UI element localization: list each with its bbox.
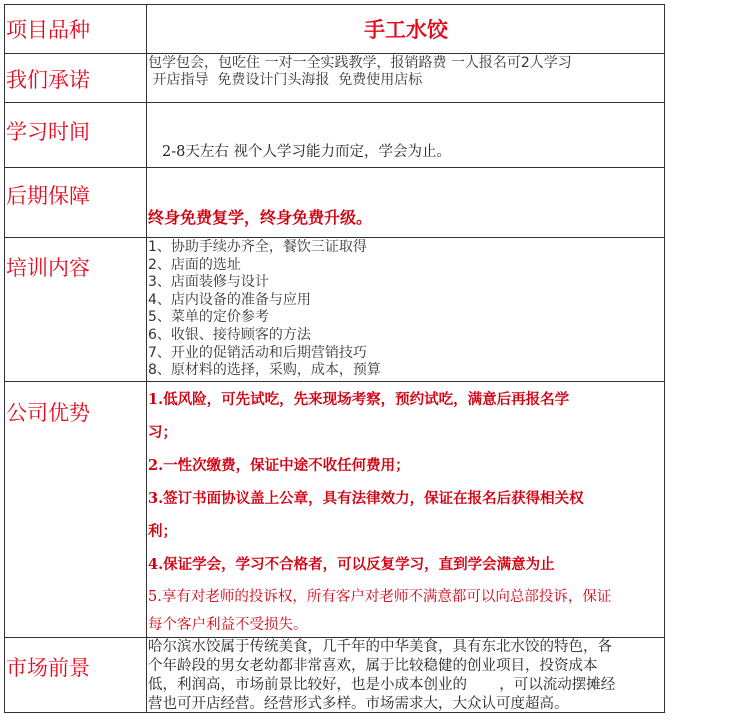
market-line: 个年龄段的男女老幼都非常喜欢，属于比较稳健的创业项目，投资成本	[148, 658, 598, 674]
advantage-line: 习；	[148, 424, 177, 441]
label-product: 项目品种	[6, 18, 90, 42]
market-text	[148, 638, 664, 714]
promise-line: 开店指导 免费设计门头海报 免费使用店标	[148, 72, 423, 88]
list-item: 1、协助手续办齐全，餐饮三证取得	[148, 239, 367, 255]
row-border	[4, 237, 665, 238]
guarantee-text: 终身免费复学，终身免费升级。	[148, 208, 373, 227]
label-promise: 我们承诺	[6, 68, 90, 92]
list-item: 3、店面装修与设计	[148, 274, 269, 291]
list-item: 2、店面的选址	[148, 256, 241, 273]
advantage-line: 每个客户利益不受损失。	[148, 617, 308, 633]
row-border	[4, 102, 665, 103]
advantage-line: 5.享有对老师的投诉权，所有客户对老师不满意都可以向总部投诉，保证	[148, 589, 612, 605]
advantage-line: 1.低风险，可先试吃，先来现场考察，预约试吃，满意后再报名学	[148, 391, 570, 408]
market-line: 营也可开店经营。经营形式多样。市场需求大，大众认可度超高。	[148, 696, 569, 712]
market-line: 低，利润高，市场前景比较好，也是小成本创业的 ，可以流动摆摊经	[148, 677, 616, 693]
row-border	[4, 4, 665, 5]
advantage-line: 4.保证学会，学习不合格者，可以反复学习，直到学会满意为止	[148, 556, 555, 573]
list-item: 7、开业的促销活动和后期营销技巧	[148, 344, 367, 361]
promise-text	[148, 55, 664, 89]
advantage-line: 3.签订书面协议盖上公章，具有法律效力，保证在报名后获得相关权	[148, 490, 584, 507]
promise-line: 包学包会，包吃住 一对一全实践教学，报销路费 一人报名可2人学习	[148, 55, 572, 71]
study-time-text: 2-8天左右 视个人学习能力而定，学会为止。	[162, 144, 451, 160]
list-item: 6、收银、接待顾客的方法	[148, 326, 311, 343]
row-border	[4, 53, 665, 54]
product-name: 手工水饺	[364, 17, 448, 42]
label-market: 市场前景	[6, 656, 90, 680]
advantage-line: 利；	[148, 523, 177, 540]
list-item: 8、原材料的选择，采购，成本，预算	[148, 362, 381, 379]
label-guarantee: 后期保障	[6, 184, 90, 208]
market-line: 哈尔滨水饺属于传统美食，几千年的中华美食，具有东北水饺的特色，各	[148, 639, 612, 655]
column-divider	[146, 4, 147, 712]
advantage-line: 2.一性次缴费，保证中途不收任何费用；	[148, 457, 410, 474]
label-advantage: 公司优势	[6, 401, 90, 425]
label-training: 培训内容	[6, 256, 90, 280]
training-list	[148, 239, 664, 380]
list-item: 5、菜单的定价参考	[148, 309, 269, 326]
list-item: 4、店内设备的准备与应用	[148, 291, 311, 308]
row-border	[4, 167, 665, 168]
row-border	[4, 381, 665, 382]
advantage-list	[148, 383, 664, 636]
label-study-time: 学习时间	[6, 120, 90, 144]
